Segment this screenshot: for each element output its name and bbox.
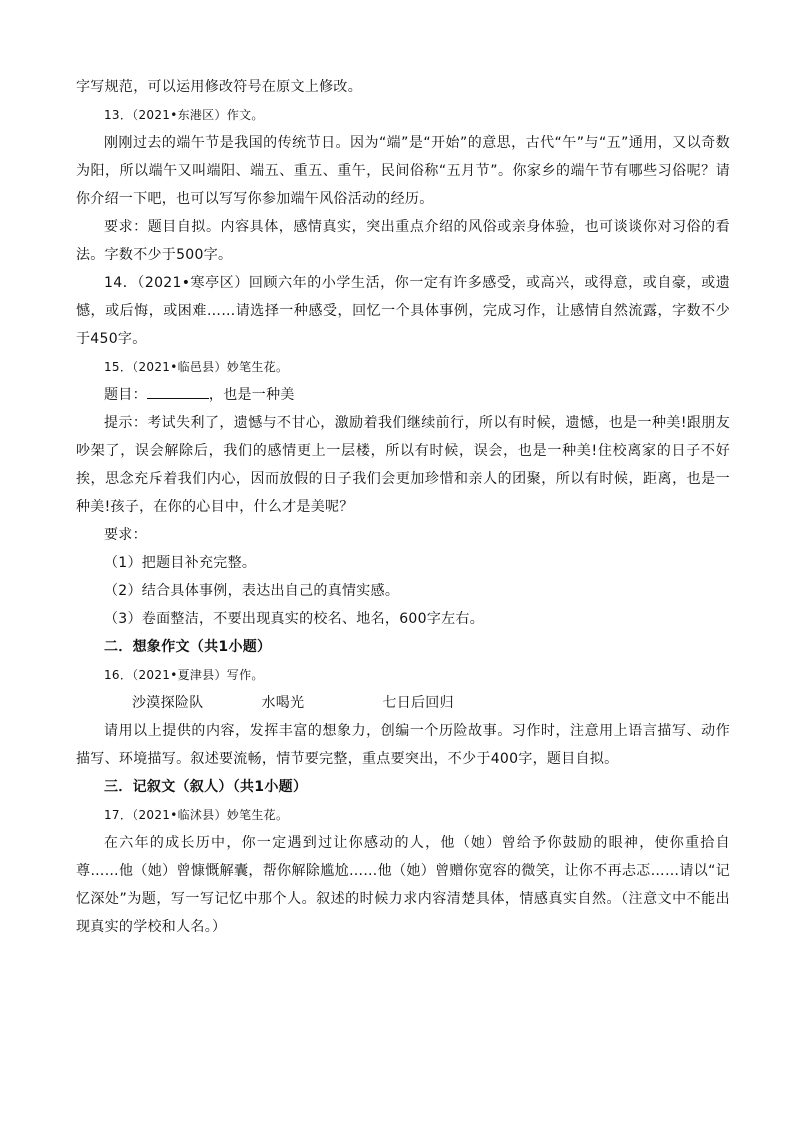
document-body (76, 73, 730, 941)
q14-text: 14．（2021•寒亭区）回顾六年的小学生活，你一定有许多感受，或高兴，或得意，或自豪，或遗憾，或后悔，或困难……请选择一种感受，回忆一个具体事例，完成习作，让感情自然流露，字数不少于450字。 (76, 275, 730, 347)
q15-title-suffix: ，也是一种美 (208, 387, 295, 403)
q13-header: 13．（2021•东港区）作文。 (104, 108, 264, 122)
section3-heading: 三．记叙文（叙人）（共1小题） (104, 779, 308, 795)
q16-header: 16．（2021•夏津县）写作。 (104, 668, 264, 682)
q16-text: 请用以上提供的内容，发挥丰富的想象力，创编一个历险故事。习作时，注意用上语言描写、动作描写、环境描写。叙述要流畅，情节要完整，重点要突出，不少于400字，题目自拟。 (76, 723, 730, 767)
q15-header: 15．（2021•临邑县）妙笔生花。 (104, 360, 289, 374)
q13-para2: 要求：题目自拟。内容具体，感情真实，突出重点介绍的风俗或亲身体验，也可谈谈你对习俗的看法。字数不少于500字。 (76, 219, 730, 263)
q15-title-label: 题目： (104, 387, 147, 403)
q15-title-line (76, 381, 730, 409)
q15-req-2: （2）结合具体事例，表达出自己的真情实感。 (104, 583, 400, 599)
intro-tail: 字写规范，可以运用修改符号在原文上修改。 (76, 79, 362, 95)
q17-text: 在六年的成长历中，你一定遇到过让你感动的人，他（她）曾给予你鼓励的眼神，使你重拾自尊……他（她）曾慷慨解囊，帮你解除尴尬……他（她）曾赠你宽容的微笑，让你不再忐忑……请以“记忆深处”为题，写一写记忆中那个人。叙述的时候力求内容清楚具体，情感真实自然。（注意文中不能出现真实的学校和人名。） (76, 835, 730, 935)
q16-words (76, 689, 730, 717)
section2-heading: 二．想象作文（共1小题） (104, 639, 272, 655)
q15-title-blank (147, 384, 209, 399)
q16-word-2: 水喝光 (261, 695, 305, 711)
q17-header: 17．（2021•临沭县）妙笔生花。 (104, 808, 289, 822)
q15-req-3: （3）卷面整洁，不要出现真实的校名、地名，600字左右。 (104, 611, 485, 627)
q13-para1: 刚刚过去的端午节是我国的传统节日。因为“端”是“开始”的意思，古代“午”与“五”通用，又以奇数为阳，所以端午又叫端阳、端五、重五、重午，民间俗称“五月节”。你家乡的端午节有哪些习俗呢？请你介绍一下吧，也可以写写你参加端午风俗活动的经历。 (76, 135, 730, 207)
q16-word-3: 七日后回归 (382, 695, 454, 711)
q15-req-1: （1）把题目补充完整。 (104, 555, 257, 571)
q15-hint: 提示：考试失利了，遗憾与不甘心，激励着我们继续前行，所以有时候，遗憾，也是一种美!跟朋友吵架了，误会解除后，我们的感情更上一层楼，所以有时候，误会，也是一种美!住校离家的日子不好挨，思念充斥着我们内心，因而放假的日子我们会更加珍惜和亲人的团聚，所以有时候，距离，也是一种美!孩子，在你的心目中，什么才是美呢？ (76, 415, 730, 515)
q16-word-1: 沙漠探险队 (132, 695, 204, 711)
q15-req-label: 要求： (104, 527, 147, 543)
